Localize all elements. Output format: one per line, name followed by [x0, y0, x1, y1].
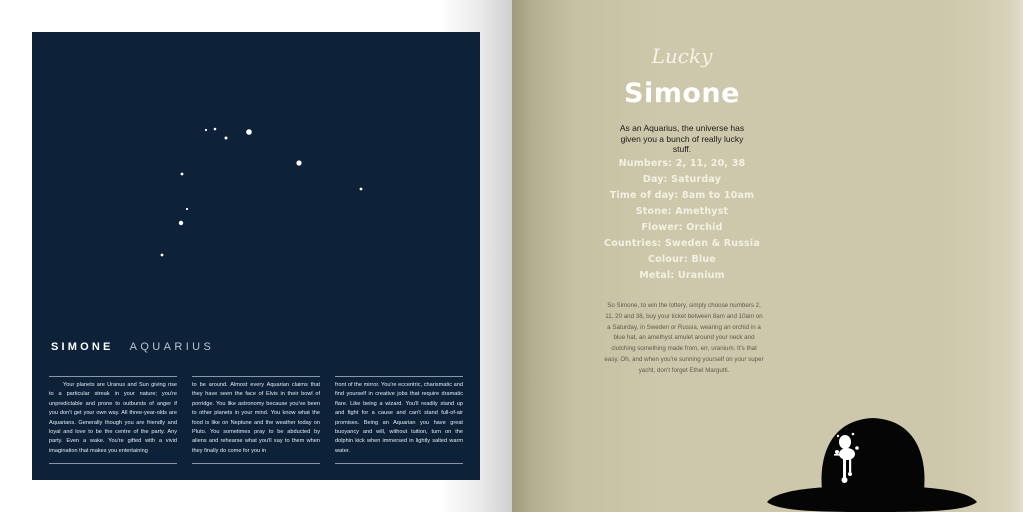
body-copy: So Simone, to win the lottery, simply choose numbers 2, 11, 20 and 38, buy your ticket between 8am and 10am on a Saturday, in Sweden or Russia, wearing an orchid in a blue hat, an amethyst amulet around your neck and clutching something made from, err, uranium. It's that easy. Oh, and when you're sunning yourself on your super yacht, don't forget Ethel Margutti. [604, 302, 764, 374]
intro-text: As an Aquarius, the universe has given you a bunch of really lucky stuff. [619, 123, 745, 154]
sign-heading [51, 341, 214, 353]
fact-stone: Stone: Amethyst [635, 206, 729, 217]
star [179, 221, 183, 225]
star [186, 208, 188, 210]
right-page [512, 0, 1023, 512]
fact-metal: Metal: Uranium [639, 270, 725, 281]
star [214, 128, 217, 131]
column-text: to be around. Almost every Aquarian claims that they have seen the face of Elvis in their bowl of porridge. You like astronomy because you've been to other planets in your mind. You know what the food is like on Neptune and the weather today on Pluto. You sometimes pray to be abducted by aliens and rehearse what you'll say to them when they finally do come for you in [192, 382, 320, 454]
lucky-facts-list [512, 156, 852, 284]
star [246, 129, 252, 135]
constellation-panel [32, 32, 480, 480]
text-column-3 [335, 376, 463, 464]
fact-countries: Countries: Sweden & Russia [604, 238, 760, 249]
text-column-2 [192, 376, 320, 464]
fact-numbers: Numbers: 2, 11, 20, 38 [618, 158, 746, 169]
fact-flower: Flower: Orchid [641, 222, 723, 233]
star [161, 254, 164, 257]
star [296, 160, 301, 165]
text-column-1 [49, 376, 177, 464]
aquarius-constellation [32, 32, 480, 332]
zodiac-sign: AQUARIUS [129, 341, 215, 353]
star [225, 137, 228, 140]
person-name: SIMONE [51, 341, 114, 353]
bowler-hat-illustration [767, 410, 977, 512]
page-title: Simone [624, 78, 740, 109]
fact-colour: Colour: Blue [648, 254, 716, 265]
star [205, 129, 207, 131]
star [181, 173, 184, 176]
column-text: front of the mirror. You're eccentric, charismatic and find yourself in creative jobs that require dramatic flare. Like being a wizard. You'll readily stand up and fight for a cause and can't stand full-of-air promises. Being an Aquarian you have great buoyancy and will, without tuition, turn on the dolphin kick when immersed in lightly salted warm water. [335, 382, 463, 454]
star [360, 188, 363, 191]
fact-time: Time of day: 8am to 10am [609, 190, 755, 201]
column-text: Your planets are Uranus and Sun giving rise to a particular streak in your nature; you're unpredictable and prone to outbursts of anger if you don't get your own way. All three-year-olds are Aquarians. Generally though you are friendly and loyal and love to be the centre of the party. Any party. Even a wake. You're gifted with a vivid imagination that makes you entertaining [49, 382, 177, 454]
fact-day: Day: Saturday [642, 174, 722, 185]
lucky-script: Lucky [651, 44, 713, 68]
